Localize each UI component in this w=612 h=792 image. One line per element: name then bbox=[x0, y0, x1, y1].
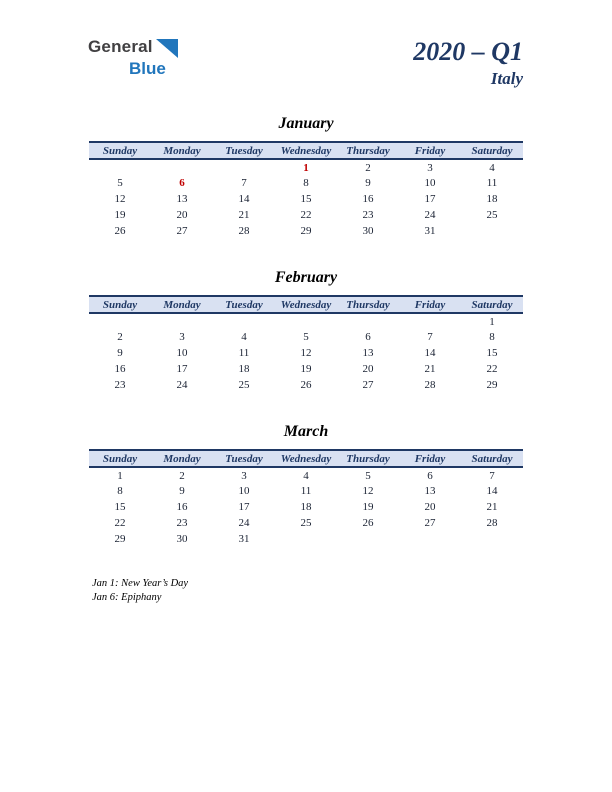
week-row bbox=[89, 159, 523, 175]
date-cell: 4 bbox=[489, 161, 495, 174]
empty-cell bbox=[337, 531, 399, 547]
date-cell: 27 bbox=[424, 517, 436, 529]
day-header: Wednesday bbox=[275, 142, 337, 159]
date-cell: 26 bbox=[362, 517, 374, 529]
month-february bbox=[0, 268, 612, 393]
page-header bbox=[0, 38, 612, 108]
date-cell: 2 bbox=[365, 161, 371, 174]
title-block bbox=[413, 38, 523, 90]
week-row bbox=[89, 377, 523, 393]
date-cell: 7 bbox=[427, 331, 433, 343]
day-header: Monday bbox=[151, 450, 213, 467]
date-cell: 19 bbox=[362, 501, 374, 513]
date-cell: 20 bbox=[176, 209, 188, 221]
date-cell: 11 bbox=[486, 177, 498, 189]
date-cell: 15 bbox=[486, 347, 498, 359]
empty-cell bbox=[151, 313, 213, 329]
holiday-note: Jan 6: Epiphany bbox=[92, 592, 162, 603]
date-cell: 16 bbox=[362, 193, 374, 205]
week-row bbox=[89, 499, 523, 515]
date-cell: 9 bbox=[365, 177, 371, 189]
date-cell: 22 bbox=[486, 363, 498, 375]
day-header: Monday bbox=[151, 296, 213, 313]
date-cell: 16 bbox=[176, 501, 188, 513]
date-cell: 23 bbox=[362, 209, 374, 221]
date-cell: 5 bbox=[117, 177, 123, 189]
day-header: Sunday bbox=[89, 142, 151, 159]
week-row bbox=[89, 345, 523, 361]
date-cell: 15 bbox=[300, 193, 312, 205]
week-row bbox=[89, 191, 523, 207]
day-header-row bbox=[89, 296, 523, 313]
date-cell: 9 bbox=[117, 347, 123, 359]
week-row bbox=[89, 329, 523, 345]
date-cell: 6 bbox=[427, 469, 433, 482]
holiday-note: Jan 1: New Year’s Day bbox=[92, 578, 189, 589]
date-cell: 8 bbox=[117, 485, 123, 497]
day-header-row bbox=[89, 142, 523, 159]
date-cell: 13 bbox=[176, 193, 188, 205]
date-cell: 30 bbox=[176, 533, 188, 545]
date-cell: 28 bbox=[486, 517, 498, 529]
date-cell: 9 bbox=[179, 485, 185, 497]
date-cell: 8 bbox=[489, 331, 495, 343]
day-header: Friday bbox=[399, 142, 461, 159]
month-title: February bbox=[274, 269, 338, 286]
day-header: Saturday bbox=[461, 296, 523, 313]
date-cell: 31 bbox=[238, 533, 250, 545]
date-cell: 22 bbox=[114, 517, 126, 529]
date-cell: 6 bbox=[179, 177, 185, 189]
week-row bbox=[89, 515, 523, 531]
date-cell: 21 bbox=[424, 363, 436, 375]
date-cell: 22 bbox=[300, 209, 312, 221]
months-container bbox=[0, 114, 612, 547]
date-cell: 16 bbox=[114, 363, 126, 375]
date-cell: 24 bbox=[176, 379, 188, 391]
date-cell: 10 bbox=[176, 347, 188, 359]
day-header: Wednesday bbox=[275, 296, 337, 313]
week-row bbox=[89, 483, 523, 499]
date-cell: 28 bbox=[424, 379, 436, 391]
page-title: 2020 – Q1 bbox=[413, 37, 523, 66]
date-cell: 1 bbox=[303, 161, 309, 174]
date-cell: 19 bbox=[300, 363, 312, 375]
empty-cell bbox=[89, 313, 151, 329]
empty-cell bbox=[213, 313, 275, 329]
date-cell: 14 bbox=[238, 193, 250, 205]
month-table bbox=[89, 295, 523, 393]
month-january bbox=[0, 114, 612, 239]
date-cell: 13 bbox=[424, 485, 436, 497]
date-cell: 1 bbox=[117, 469, 123, 482]
date-cell: 18 bbox=[486, 193, 498, 205]
date-cell: 14 bbox=[424, 347, 436, 359]
month-table bbox=[89, 141, 523, 239]
logo-text-blue: Blue bbox=[129, 59, 166, 78]
date-cell: 18 bbox=[300, 501, 312, 513]
day-header-row bbox=[89, 450, 523, 467]
date-cell: 29 bbox=[114, 533, 126, 545]
day-header: Thursday bbox=[337, 142, 399, 159]
page-subtitle: Italy bbox=[490, 69, 523, 88]
empty-cell bbox=[151, 159, 213, 175]
empty-cell bbox=[461, 223, 523, 239]
date-cell: 25 bbox=[300, 517, 312, 529]
date-cell: 5 bbox=[365, 469, 371, 482]
week-row bbox=[89, 223, 523, 239]
date-cell: 26 bbox=[114, 225, 126, 237]
date-cell: 3 bbox=[427, 161, 433, 174]
date-cell: 24 bbox=[424, 209, 436, 221]
day-header: Sunday bbox=[89, 296, 151, 313]
date-cell: 3 bbox=[241, 469, 247, 482]
date-cell: 18 bbox=[238, 363, 250, 375]
date-cell: 17 bbox=[424, 193, 436, 205]
date-cell: 19 bbox=[114, 209, 126, 221]
date-cell: 23 bbox=[176, 517, 188, 529]
date-cell: 4 bbox=[241, 331, 247, 343]
day-header: Monday bbox=[151, 142, 213, 159]
date-cell: 7 bbox=[489, 469, 495, 482]
empty-cell bbox=[275, 531, 337, 547]
date-cell: 27 bbox=[176, 225, 188, 237]
day-header: Tuesday bbox=[213, 142, 275, 159]
date-cell: 4 bbox=[303, 469, 309, 482]
date-cell: 8 bbox=[303, 177, 309, 189]
week-row bbox=[89, 175, 523, 191]
day-header: Friday bbox=[399, 450, 461, 467]
date-cell: 17 bbox=[238, 501, 250, 513]
month-title: January bbox=[278, 115, 334, 132]
day-header: Sunday bbox=[89, 450, 151, 467]
date-cell: 24 bbox=[238, 517, 250, 529]
date-cell: 5 bbox=[303, 331, 309, 343]
month-table bbox=[89, 449, 523, 547]
date-cell: 28 bbox=[238, 225, 250, 237]
day-header: Tuesday bbox=[213, 450, 275, 467]
date-cell: 14 bbox=[486, 485, 498, 497]
logo-text-general: General bbox=[88, 37, 153, 56]
day-header: Thursday bbox=[337, 296, 399, 313]
date-cell: 25 bbox=[238, 379, 250, 391]
date-cell: 10 bbox=[238, 485, 250, 497]
empty-cell bbox=[337, 313, 399, 329]
date-cell: 29 bbox=[300, 225, 312, 237]
date-cell: 6 bbox=[365, 331, 371, 343]
date-cell: 25 bbox=[486, 209, 498, 221]
date-cell: 20 bbox=[424, 501, 436, 513]
date-cell: 29 bbox=[486, 379, 498, 391]
date-cell: 7 bbox=[241, 177, 247, 189]
date-cell: 17 bbox=[176, 363, 188, 375]
empty-cell bbox=[399, 531, 461, 547]
date-cell: 13 bbox=[362, 347, 374, 359]
empty-cell bbox=[213, 159, 275, 175]
date-cell: 27 bbox=[362, 379, 374, 391]
date-cell: 31 bbox=[424, 225, 436, 237]
date-cell: 15 bbox=[114, 501, 126, 513]
date-cell: 30 bbox=[362, 225, 374, 237]
empty-cell bbox=[89, 159, 151, 175]
date-cell: 21 bbox=[486, 501, 498, 513]
week-row bbox=[89, 313, 523, 329]
date-cell: 1 bbox=[489, 315, 495, 328]
day-header: Thursday bbox=[337, 450, 399, 467]
holiday-notes bbox=[92, 577, 612, 605]
week-row bbox=[89, 361, 523, 377]
day-header: Saturday bbox=[461, 450, 523, 467]
date-cell: 3 bbox=[179, 331, 185, 343]
empty-cell bbox=[461, 531, 523, 547]
day-header: Saturday bbox=[461, 142, 523, 159]
date-cell: 12 bbox=[300, 347, 312, 359]
week-row bbox=[89, 531, 523, 547]
day-header: Tuesday bbox=[213, 296, 275, 313]
day-header: Friday bbox=[399, 296, 461, 313]
empty-cell bbox=[275, 313, 337, 329]
date-cell: 2 bbox=[117, 331, 123, 343]
date-cell: 2 bbox=[179, 469, 185, 482]
week-row bbox=[89, 467, 523, 483]
month-march bbox=[0, 422, 612, 547]
date-cell: 21 bbox=[238, 209, 250, 221]
date-cell: 26 bbox=[300, 379, 312, 391]
date-cell: 11 bbox=[300, 485, 312, 497]
week-row bbox=[89, 207, 523, 223]
date-cell: 10 bbox=[424, 177, 436, 189]
day-header: Wednesday bbox=[275, 450, 337, 467]
date-cell: 23 bbox=[114, 379, 126, 391]
date-cell: 11 bbox=[238, 347, 250, 359]
month-title: March bbox=[283, 423, 329, 440]
date-cell: 20 bbox=[362, 363, 374, 375]
general-blue-logo bbox=[88, 38, 178, 77]
date-cell: 12 bbox=[362, 485, 374, 497]
date-cell: 12 bbox=[114, 193, 126, 205]
empty-cell bbox=[399, 313, 461, 329]
